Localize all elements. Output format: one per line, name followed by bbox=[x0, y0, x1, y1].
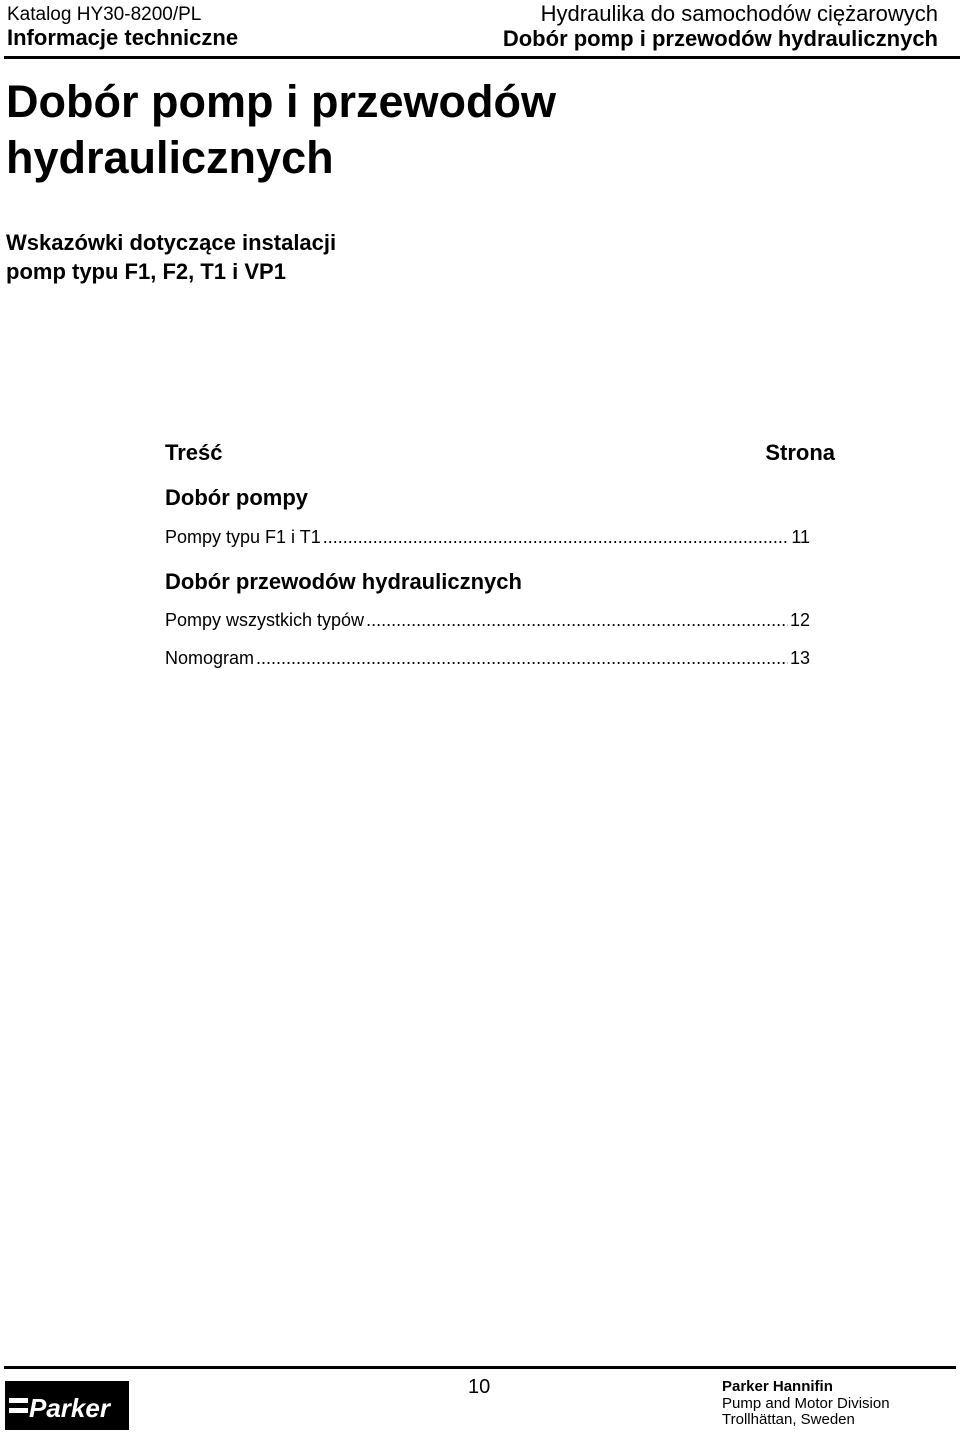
toc-entry-page: 13 bbox=[789, 648, 810, 668]
toc-entry-label: Nomogram bbox=[165, 648, 255, 668]
toc-entry[interactable] bbox=[165, 527, 810, 551]
toc-page-label: Strona bbox=[765, 440, 835, 465]
header-section: Dobór pomp i przewodów hydraulicznych bbox=[502, 26, 938, 51]
toc-section-heading: Dobór pompy bbox=[165, 485, 308, 510]
toc-entry-page: 11 bbox=[791, 527, 810, 547]
toc-leader-dots bbox=[256, 648, 788, 669]
toc-leader-dots bbox=[366, 610, 788, 631]
product-line: Hydraulika do samochodów ciężarowych bbox=[540, 1, 938, 26]
footer-rule bbox=[4, 1366, 956, 1369]
page-subtitle-line-2: pomp typu F1, F2, T1 i VP1 bbox=[6, 259, 286, 284]
toc-entry[interactable] bbox=[165, 648, 810, 672]
toc-header bbox=[165, 440, 835, 470]
page-title bbox=[6, 74, 556, 186]
page-subtitle-line-1: Wskazówki dotyczące instalacji bbox=[6, 230, 337, 255]
footer-division: Pump and Motor Division bbox=[722, 1395, 890, 1412]
parker-logo-icon bbox=[5, 1381, 129, 1430]
toc-entry-label: Pompy typu F1 i T1 bbox=[165, 527, 321, 547]
parker-logo bbox=[5, 1381, 129, 1430]
page-subtitle bbox=[6, 228, 336, 286]
page-title-line-1: Dobór pomp i przewodów bbox=[6, 76, 556, 127]
toc-leader-dots bbox=[323, 527, 790, 548]
footer-company: Parker Hannifin bbox=[722, 1378, 833, 1395]
catalog-number: Katalog HY30-8200/PL bbox=[7, 4, 202, 25]
document-category: Informacje techniczne bbox=[7, 25, 239, 50]
page-title-line-2: hydraulicznych bbox=[6, 132, 334, 183]
footer-location: Trollhättan, Sweden bbox=[722, 1411, 855, 1428]
parker-logo-text: Parker bbox=[29, 1393, 110, 1423]
toc-section-heading: Dobór przewodów hydraulicznych bbox=[165, 569, 522, 594]
toc-entry-label: Pompy wszystkich typów bbox=[165, 610, 365, 630]
toc-content-label: Treść bbox=[165, 440, 223, 465]
header-rule bbox=[4, 56, 960, 59]
toc-entry[interactable] bbox=[165, 610, 810, 634]
toc-entry-page: 12 bbox=[789, 610, 810, 630]
page-number: 10 bbox=[468, 1376, 491, 1398]
